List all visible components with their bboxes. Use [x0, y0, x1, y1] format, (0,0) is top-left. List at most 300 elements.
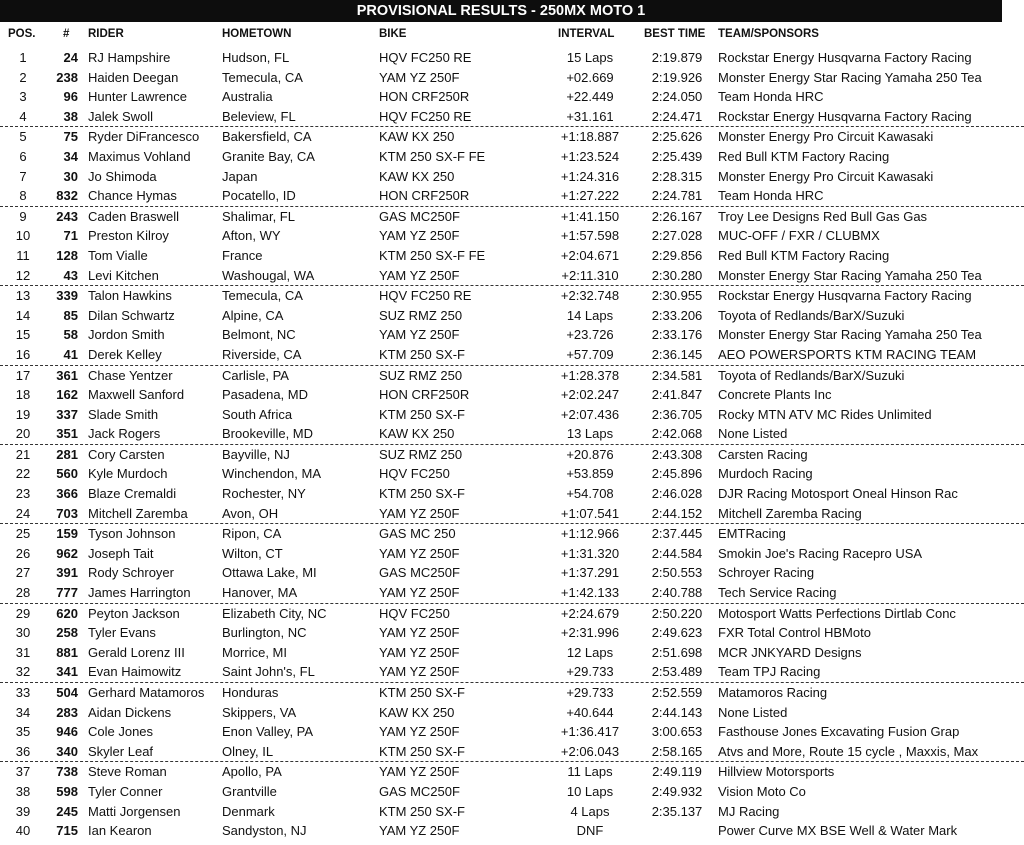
hometown-cell: Pocatello, ID: [222, 188, 296, 204]
best-time-cell: 2:24.050: [651, 89, 703, 105]
best-time-cell: 2:36.705: [651, 406, 703, 422]
interval-cell: +1:31.320: [560, 545, 620, 561]
best-time-cell: 2:43.308: [651, 446, 703, 462]
table-row: [0, 484, 1024, 504]
results-table: [0, 48, 1024, 841]
table-row: [0, 186, 1024, 207]
hometown-cell: Hanover, MA: [222, 585, 298, 601]
position-cell: 35: [15, 724, 31, 740]
rider-name-cell: Tyson Johnson: [88, 526, 176, 542]
rider-number-cell: 281: [56, 446, 78, 462]
best-time-cell: 2:44.584: [651, 545, 703, 561]
position-cell: 32: [15, 664, 31, 680]
hometown-cell: Alpine, CA: [222, 307, 284, 323]
interval-cell: +53.859: [566, 466, 614, 482]
team-sponsors-cell: Monster Energy Star Racing Yamaha 250 Tea: [718, 267, 982, 283]
results-title: PROVISIONAL RESULTS - 250MX MOTO 1: [0, 0, 1002, 22]
rider-number-cell: 38: [63, 108, 78, 124]
table-row: [0, 107, 1024, 128]
table-row: [0, 563, 1024, 583]
hometown-cell: Saint John's, FL: [222, 664, 315, 680]
position-cell: 25: [15, 526, 31, 542]
hometown-cell: Riverside, CA: [222, 346, 302, 362]
rider-number-cell: 283: [56, 704, 78, 720]
bike-cell: KTM 250 SX-F: [379, 486, 465, 502]
team-sponsors-cell: Motosport Watts Perfections Dirtlab Conc: [718, 605, 956, 621]
interval-cell: 4 Laps: [570, 803, 610, 819]
bike-cell: YAM YZ 250F: [379, 625, 460, 641]
hometown-cell: Ripon, CA: [222, 526, 282, 542]
bike-cell: HON CRF250R: [379, 387, 470, 403]
table-row: [0, 464, 1024, 484]
team-sponsors-cell: Red Bull KTM Factory Racing: [718, 247, 890, 263]
rider-number-cell: 777: [56, 585, 78, 601]
best-time-cell: 2:29.856: [651, 247, 703, 263]
interval-cell: +1:07.541: [560, 505, 620, 521]
interval-cell: 12 Laps: [566, 644, 614, 660]
rider-number-cell: 30: [63, 168, 78, 184]
interval-cell: +23.726: [566, 327, 614, 343]
rider-name-cell: Preston Kilroy: [88, 228, 169, 244]
interval-cell: +1:28.378: [560, 367, 620, 383]
interval-cell: +29.733: [566, 664, 614, 680]
rider-number-cell: 341: [56, 664, 78, 680]
table-row: [0, 286, 1024, 306]
position-cell: 33: [15, 685, 31, 700]
rider-name-cell: Haiden Deegan: [88, 69, 179, 85]
table-row: [0, 802, 1024, 822]
rider-number-cell: 366: [56, 486, 78, 502]
bike-cell: HON CRF250R: [379, 188, 470, 204]
table-row: [0, 325, 1024, 345]
position-cell: 19: [15, 406, 31, 422]
rider-number-cell: 96: [63, 89, 78, 105]
rider-name-cell: Evan Haimowitz: [88, 664, 182, 680]
rider-name-cell: Steve Roman: [88, 764, 167, 780]
table-row: [0, 48, 1024, 68]
rider-name-cell: Gerald Lorenz III: [88, 644, 185, 660]
interval-cell: DNF: [576, 823, 604, 839]
rider-number-cell: 75: [63, 129, 78, 145]
position-cell: 2: [19, 69, 27, 85]
bike-cell: HQV FC250 RE: [379, 108, 472, 124]
hometown-cell: Belmont, NC: [222, 327, 296, 343]
hometown-cell: Enon Valley, PA: [222, 724, 314, 740]
best-time-cell: 2:25.626: [651, 129, 703, 145]
team-sponsors-cell: Hillview Motorsports: [718, 764, 835, 780]
rider-name-cell: Levi Kitchen: [88, 267, 159, 283]
interval-cell: +02.669: [566, 69, 614, 85]
rider-number-cell: 620: [56, 605, 78, 621]
interval-cell: +1:18.887: [560, 129, 620, 145]
best-time-cell: 2:19.879: [651, 50, 703, 65]
team-sponsors-cell: Monster Energy Star Racing Yamaha 250 Tea: [718, 327, 982, 343]
hometown-cell: Sandyston, NJ: [222, 823, 307, 839]
column-header-row: [0, 22, 1024, 46]
bike-cell: YAM YZ 250F: [379, 823, 460, 839]
interval-cell: +2:32.748: [560, 288, 620, 304]
interval-cell: +1:12.966: [560, 526, 620, 542]
bike-cell: KAW KX 250: [379, 704, 455, 720]
interval-cell: +1:37.291: [560, 565, 620, 581]
table-row: [0, 366, 1024, 386]
best-time-cell: 2:49.623: [651, 625, 703, 641]
team-sponsors-cell: Troy Lee Designs Red Bull Gas Gas: [718, 208, 928, 224]
position-cell: 18: [15, 387, 31, 403]
position-cell: 14: [15, 307, 31, 323]
table-row: [0, 207, 1024, 227]
best-time-cell: 2:52.559: [651, 685, 703, 700]
position-cell: 7: [19, 168, 27, 184]
rider-number-cell: 339: [56, 288, 78, 304]
bike-cell: KTM 250 SX-F: [379, 346, 465, 362]
bike-cell: GAS MC 250: [379, 526, 456, 542]
team-sponsors-cell: DJR Racing Motosport Oneal Hinson Rac: [718, 486, 958, 502]
header-interval: INTERVAL: [558, 28, 615, 40]
position-cell: 11: [16, 247, 30, 263]
hometown-cell: Australia: [222, 89, 273, 105]
rider-number-cell: 159: [56, 526, 78, 542]
bike-cell: KTM 250 SX-F FE: [379, 247, 486, 263]
rider-name-cell: James Harrington: [88, 585, 191, 601]
position-cell: 21: [15, 446, 31, 462]
best-time-cell: 2:58.165: [651, 743, 703, 759]
table-row: [0, 583, 1024, 604]
hometown-cell: France: [222, 247, 263, 263]
table-row: [0, 623, 1024, 643]
rider-name-cell: Dilan Schwartz: [88, 307, 175, 323]
rider-name-cell: Chance Hymas: [88, 188, 177, 204]
interval-cell: +1:27.222: [560, 188, 620, 204]
table-row: [0, 762, 1024, 782]
team-sponsors-cell: EMTRacing: [718, 526, 786, 542]
best-time-cell: 2:51.698: [651, 644, 703, 660]
hometown-cell: Rochester, NY: [222, 486, 306, 502]
hometown-cell: Temecula, CA: [222, 69, 303, 85]
interval-cell: +1:57.598: [560, 228, 620, 244]
position-cell: 39: [15, 803, 31, 819]
team-sponsors-cell: Atvs and More, Route 15 cycle , Maxxis, Max: [718, 743, 979, 759]
hometown-cell: Afton, WY: [222, 228, 281, 244]
interval-cell: 14 Laps: [566, 307, 614, 323]
table-row: [0, 246, 1024, 266]
rider-name-cell: Ryder DiFrancesco: [88, 129, 200, 145]
position-cell: 12: [15, 267, 31, 283]
best-time-cell: 2:30.280: [651, 267, 703, 283]
position-cell: 9: [19, 208, 27, 224]
rider-number-cell: 560: [56, 466, 78, 482]
team-sponsors-cell: Team Honda HRC: [718, 188, 824, 204]
bike-cell: HQV FC250 RE: [379, 50, 472, 65]
position-cell: 26: [15, 545, 31, 561]
table-row: [0, 405, 1024, 425]
team-sponsors-cell: Concrete Plants Inc: [718, 387, 832, 403]
best-time-cell: 2:37.445: [651, 526, 703, 542]
rider-name-cell: Slade Smith: [88, 406, 159, 422]
bike-cell: YAM YZ 250F: [379, 585, 460, 601]
table-row: [0, 703, 1024, 723]
team-sponsors-cell: Team Honda HRC: [718, 89, 824, 105]
best-time-cell: 2:44.152: [651, 505, 703, 521]
best-time-cell: 2:33.206: [651, 307, 703, 323]
header-best-time: BEST TIME: [644, 28, 706, 40]
hometown-cell: Shalimar, FL: [222, 208, 295, 224]
hometown-cell: Skippers, VA: [222, 704, 297, 720]
table-row: [0, 683, 1024, 703]
rider-number-cell: 715: [56, 823, 78, 839]
hometown-cell: Burlington, NC: [222, 625, 307, 641]
hometown-cell: Ottawa Lake, MI: [222, 565, 317, 581]
rider-number-cell: 340: [56, 743, 78, 759]
best-time-cell: 2:45.896: [651, 466, 703, 482]
rider-name-cell: RJ Hampshire: [88, 50, 171, 65]
bike-cell: YAM YZ 250F: [379, 327, 460, 343]
team-sponsors-cell: Team TPJ Racing: [718, 664, 821, 680]
hometown-cell: Brookeville, MD: [222, 426, 314, 442]
table-row: [0, 722, 1024, 742]
interval-cell: +1:42.133: [560, 585, 620, 601]
hometown-cell: Bakersfield, CA: [222, 129, 312, 145]
team-sponsors-cell: Schroyer Racing: [718, 565, 815, 581]
interval-cell: +29.733: [566, 685, 614, 700]
best-time-cell: 2:26.167: [651, 208, 703, 224]
bike-cell: HQV FC250: [379, 466, 450, 482]
best-time-cell: 2:50.553: [651, 565, 703, 581]
rider-number-cell: 504: [56, 685, 78, 700]
position-cell: 27: [15, 565, 31, 581]
rider-number-cell: 243: [56, 208, 78, 224]
header-rider: RIDER: [88, 28, 124, 40]
team-sponsors-cell: None Listed: [718, 426, 788, 442]
hometown-cell: Olney, IL: [222, 743, 274, 759]
hometown-cell: Pasadena, MD: [222, 387, 308, 403]
rider-name-cell: Aidan Dickens: [88, 704, 172, 720]
bike-cell: KTM 250 SX-F: [379, 406, 465, 422]
interval-cell: +2:11.310: [561, 267, 619, 283]
position-cell: 38: [15, 783, 31, 799]
rider-name-cell: Tom Vialle: [88, 247, 148, 263]
interval-cell: +20.876: [566, 446, 614, 462]
best-time-cell: 2:36.145: [651, 346, 703, 362]
bike-cell: HON CRF250R: [379, 89, 470, 105]
rider-number-cell: 337: [56, 406, 78, 422]
team-sponsors-cell: Red Bull KTM Factory Racing: [718, 148, 890, 164]
best-time-cell: 2:34.581: [651, 367, 703, 383]
position-cell: 24: [15, 505, 31, 521]
interval-cell: +57.709: [566, 346, 614, 362]
position-cell: 36: [15, 743, 31, 759]
position-cell: 34: [15, 704, 31, 720]
header-pos: POS.: [8, 28, 36, 40]
hometown-cell: Winchendon, MA: [222, 466, 321, 482]
rider-number-cell: 946: [56, 724, 78, 740]
rider-number-cell: 43: [63, 267, 78, 283]
team-sponsors-cell: AEO POWERSPORTS KTM RACING TEAM: [718, 346, 977, 362]
best-time-cell: 2:19.926: [651, 69, 703, 85]
team-sponsors-cell: Monster Energy Star Racing Yamaha 250 Tea: [718, 69, 982, 85]
rider-number-cell: 881: [56, 644, 78, 660]
team-sponsors-cell: Power Curve MX BSE Well & Water Mark: [718, 823, 958, 839]
rider-name-cell: Maxwell Sanford: [88, 387, 185, 403]
position-cell: 13: [15, 288, 31, 304]
interval-cell: +2:02.247: [560, 387, 620, 403]
table-row: [0, 147, 1024, 167]
bike-cell: KTM 250 SX-F: [379, 743, 465, 759]
team-sponsors-cell: MJ Racing: [718, 803, 780, 819]
interval-cell: 10 Laps: [566, 783, 614, 799]
interval-cell: +2:24.679: [560, 605, 620, 621]
position-cell: 16: [15, 346, 31, 362]
table-row: [0, 604, 1024, 624]
best-time-cell: 2:40.788: [651, 585, 703, 601]
team-sponsors-cell: Mitchell Zaremba Racing: [718, 505, 862, 521]
rider-number-cell: 703: [56, 505, 78, 521]
interval-cell: +22.449: [566, 89, 614, 105]
team-sponsors-cell: Rockstar Energy Husqvarna Factory Racing: [718, 108, 972, 124]
table-row: [0, 424, 1024, 445]
team-sponsors-cell: Monster Energy Pro Circuit Kawasaki: [718, 129, 934, 145]
position-cell: 4: [19, 108, 27, 124]
rider-name-cell: Caden Braswell: [88, 208, 180, 224]
team-sponsors-cell: FXR Total Control HBMoto: [718, 625, 871, 641]
position-cell: 30: [15, 625, 31, 641]
bike-cell: YAM YZ 250F: [379, 724, 460, 740]
hometown-cell: Morrice, MI: [222, 644, 287, 660]
table-row: [0, 87, 1024, 107]
rider-name-cell: Hunter Lawrence: [88, 89, 187, 105]
hometown-cell: Elizabeth City, NC: [222, 605, 327, 621]
rider-number-cell: 162: [56, 387, 78, 403]
bike-cell: YAM YZ 250F: [379, 69, 460, 85]
bike-cell: KTM 250 SX-F FE: [379, 148, 486, 164]
position-cell: 1: [19, 50, 27, 65]
rider-name-cell: Mitchell Zaremba: [88, 505, 188, 521]
hometown-cell: Washougal, WA: [222, 267, 315, 283]
interval-cell: 13 Laps: [566, 426, 614, 442]
rider-number-cell: 34: [63, 148, 78, 164]
team-sponsors-cell: Monster Energy Pro Circuit Kawasaki: [718, 168, 934, 184]
bike-cell: KTM 250 SX-F: [379, 803, 465, 819]
header-bike: BIKE: [379, 28, 407, 40]
best-time-cell: 2:28.315: [651, 168, 703, 184]
table-row: [0, 821, 1024, 841]
table-row: [0, 782, 1024, 802]
hometown-cell: Avon, OH: [222, 505, 279, 521]
best-time-cell: 2:49.932: [651, 783, 703, 799]
bike-cell: KAW KX 250: [379, 168, 455, 184]
position-cell: 10: [15, 228, 31, 244]
position-cell: 31: [15, 644, 31, 660]
rider-name-cell: Tyler Evans: [88, 625, 156, 641]
team-sponsors-cell: Toyota of Redlands/BarX/Suzuki: [718, 307, 905, 323]
rider-number-cell: 24: [63, 50, 78, 65]
team-sponsors-cell: MUC-OFF / FXR / CLUBMX: [718, 228, 880, 244]
rider-name-cell: Peyton Jackson: [88, 605, 180, 621]
team-sponsors-cell: Vision Moto Co: [718, 783, 806, 799]
best-time-cell: 3:00.653: [651, 724, 703, 740]
interval-cell: 15 Laps: [566, 50, 614, 65]
best-time-cell: 2:25.439: [651, 148, 703, 164]
position-cell: 40: [15, 823, 31, 839]
team-sponsors-cell: Tech Service Racing: [718, 585, 837, 601]
bike-cell: KAW KX 250: [379, 129, 455, 145]
header-team-sponsors: TEAM/SPONSORS: [718, 28, 819, 40]
hometown-cell: Granite Bay, CA: [222, 148, 315, 164]
team-sponsors-cell: Rockstar Energy Husqvarna Factory Racing: [718, 50, 972, 65]
bike-cell: SUZ RMZ 250: [379, 367, 463, 383]
best-time-cell: 2:42.068: [651, 426, 703, 442]
team-sponsors-cell: None Listed: [718, 704, 788, 720]
team-sponsors-cell: Toyota of Redlands/BarX/Suzuki: [718, 367, 905, 383]
rider-name-cell: Derek Kelley: [88, 346, 162, 362]
interval-cell: +54.708: [566, 486, 614, 502]
table-row: [0, 445, 1024, 465]
interval-cell: +2:04.671: [560, 247, 620, 263]
rider-number-cell: 71: [63, 228, 78, 244]
header-number: #: [63, 28, 70, 40]
interval-cell: +40.644: [566, 704, 614, 720]
rider-name-cell: Jalek Swoll: [88, 108, 154, 124]
rider-name-cell: Rody Schroyer: [88, 565, 174, 581]
team-sponsors-cell: Rocky MTN ATV MC Rides Unlimited: [718, 406, 932, 422]
rider-number-cell: 351: [56, 426, 78, 442]
best-time-cell: 2:24.781: [651, 188, 703, 204]
hometown-cell: Bayville, NJ: [222, 446, 290, 462]
position-cell: 22: [15, 466, 31, 482]
table-row: [0, 544, 1024, 564]
bike-cell: YAM YZ 250F: [379, 505, 460, 521]
hometown-cell: Japan: [222, 168, 258, 184]
table-row: [0, 504, 1024, 525]
rider-number-cell: 58: [63, 327, 78, 343]
bike-cell: HQV FC250 RE: [379, 288, 472, 304]
team-sponsors-cell: Rockstar Energy Husqvarna Factory Racing: [718, 288, 972, 304]
rider-number-cell: 258: [56, 625, 78, 641]
rider-name-cell: Cory Carsten: [88, 446, 165, 462]
table-row: [0, 226, 1024, 246]
table-row: [0, 345, 1024, 366]
rider-name-cell: Blaze Cremaldi: [88, 486, 177, 502]
table-row: [0, 643, 1024, 663]
bike-cell: GAS MC250F: [379, 783, 460, 799]
rider-number-cell: 41: [63, 346, 78, 362]
position-cell: 28: [15, 585, 31, 601]
interval-cell: +2:31.996: [560, 625, 620, 641]
position-cell: 8: [19, 188, 27, 204]
rider-name-cell: Jo Shimoda: [88, 168, 157, 184]
bike-cell: YAM YZ 250F: [379, 545, 460, 561]
bike-cell: YAM YZ 250F: [379, 267, 460, 283]
interval-cell: +31.161: [566, 108, 614, 124]
team-sponsors-cell: Murdoch Racing: [718, 466, 813, 482]
rider-number-cell: 245: [56, 803, 78, 819]
rider-number-cell: 738: [56, 764, 78, 780]
rider-number-cell: 85: [63, 307, 78, 323]
rider-name-cell: Jack Rogers: [88, 426, 161, 442]
bike-cell: YAM YZ 250F: [379, 764, 460, 780]
hometown-cell: Apollo, PA: [222, 764, 282, 780]
hometown-cell: Wilton, CT: [222, 545, 283, 561]
best-time-cell: 2:50.220: [651, 605, 703, 621]
table-row: [0, 306, 1024, 326]
interval-cell: +1:41.150: [560, 208, 620, 224]
rider-number-cell: 391: [56, 565, 78, 581]
bike-cell: KTM 250 SX-F: [379, 685, 465, 700]
best-time-cell: 2:27.028: [651, 228, 703, 244]
rider-number-cell: 238: [56, 69, 78, 85]
position-cell: 29: [15, 605, 31, 621]
position-cell: 6: [19, 148, 27, 164]
